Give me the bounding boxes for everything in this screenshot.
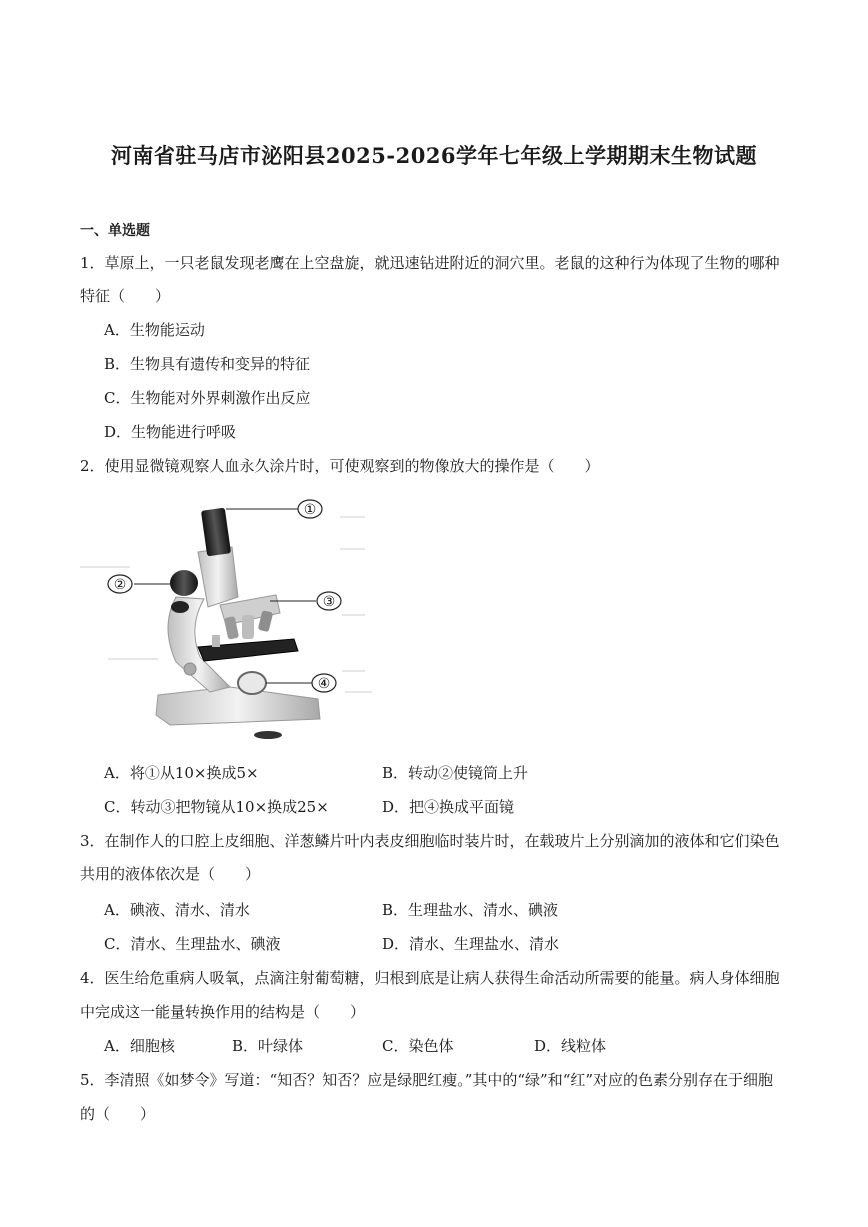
q4-option-c: C．染色体 — [382, 1037, 454, 1055]
q4-stem-line2: 中完成这一能量转换作用的结构是（ ） — [80, 1003, 366, 1021]
q2-option-b: B．转动②使镜筒上升 — [382, 764, 529, 782]
label-4: ④ — [317, 676, 331, 692]
q4-option-b: B．叶绿体 — [232, 1037, 304, 1055]
q1-option-a: A．生物能运动 — [104, 321, 205, 339]
q1-option-b: B．生物具有遗传和变异的特征 — [104, 355, 311, 373]
q5-stem-line1: 5．李清照《如梦令》写道：“知否？知否？应是绿肥红瘦。”其中的“绿”和“红”对应的色素分别存在于细胞 — [80, 1071, 774, 1089]
q2-option-d: D．把④换成平面镜 — [382, 798, 515, 816]
q3-stem-line2: 共用的液体依次是（ ） — [80, 865, 261, 883]
q3-option-a: A．碘液、清水、清水 — [104, 901, 250, 919]
label-1: ① — [303, 502, 317, 518]
q2-option-a: A．将①从10×换成5× — [104, 764, 259, 782]
q3-option-b: B．生理盐水、清水、碘液 — [382, 901, 559, 919]
q3-option-d: D．清水、生理盐水、清水 — [382, 935, 560, 953]
q4-option-d: D．线粒体 — [534, 1037, 607, 1055]
microscope-figure — [80, 487, 380, 747]
q2-option-c: C．转动③把物镜从10×换成25× — [104, 798, 329, 816]
label-2: ② — [113, 577, 127, 593]
q5-stem-line2: 的（ ） — [80, 1105, 156, 1123]
q2-stem: 2．使用显微镜观察人血永久涂片时，可使观察到的物像放大的操作是（ ） — [80, 457, 600, 475]
q1-stem-line1: 1．草原上，一只老鼠发现老鹰在上空盘旋，就迅速钻进附近的洞穴里。老鼠的这种行为体现了生物的哪种 — [80, 254, 780, 272]
section-heading: 一、单选题 — [80, 223, 150, 239]
q1-option-d: D．生物能进行呼吸 — [104, 423, 237, 441]
q1-option-c: C．生物能对外界刺激作出反应 — [104, 389, 311, 407]
page-title: 河南省驻马店市泌阳县2025-2026学年七年级上学期期末生物试题 — [110, 143, 758, 168]
q4-stem-line1: 4．医生给危重病人吸氧，点滴注射葡萄糖，归根到底是让病人获得生命活动所需要的能量。病人身体细胞 — [80, 969, 780, 987]
q3-option-c: C．清水、生理盐水、碘液 — [104, 935, 281, 953]
q3-stem-line1: 3．在制作人的口腔上皮细胞、洋葱鳞片叶内表皮细胞临时装片时，在载玻片上分别滴加的液体和它们染色 — [80, 832, 780, 850]
q1-stem-line2: 特征（ ） — [80, 287, 171, 305]
label-3: ③ — [322, 594, 336, 610]
q4-option-a: A．细胞核 — [104, 1037, 175, 1055]
